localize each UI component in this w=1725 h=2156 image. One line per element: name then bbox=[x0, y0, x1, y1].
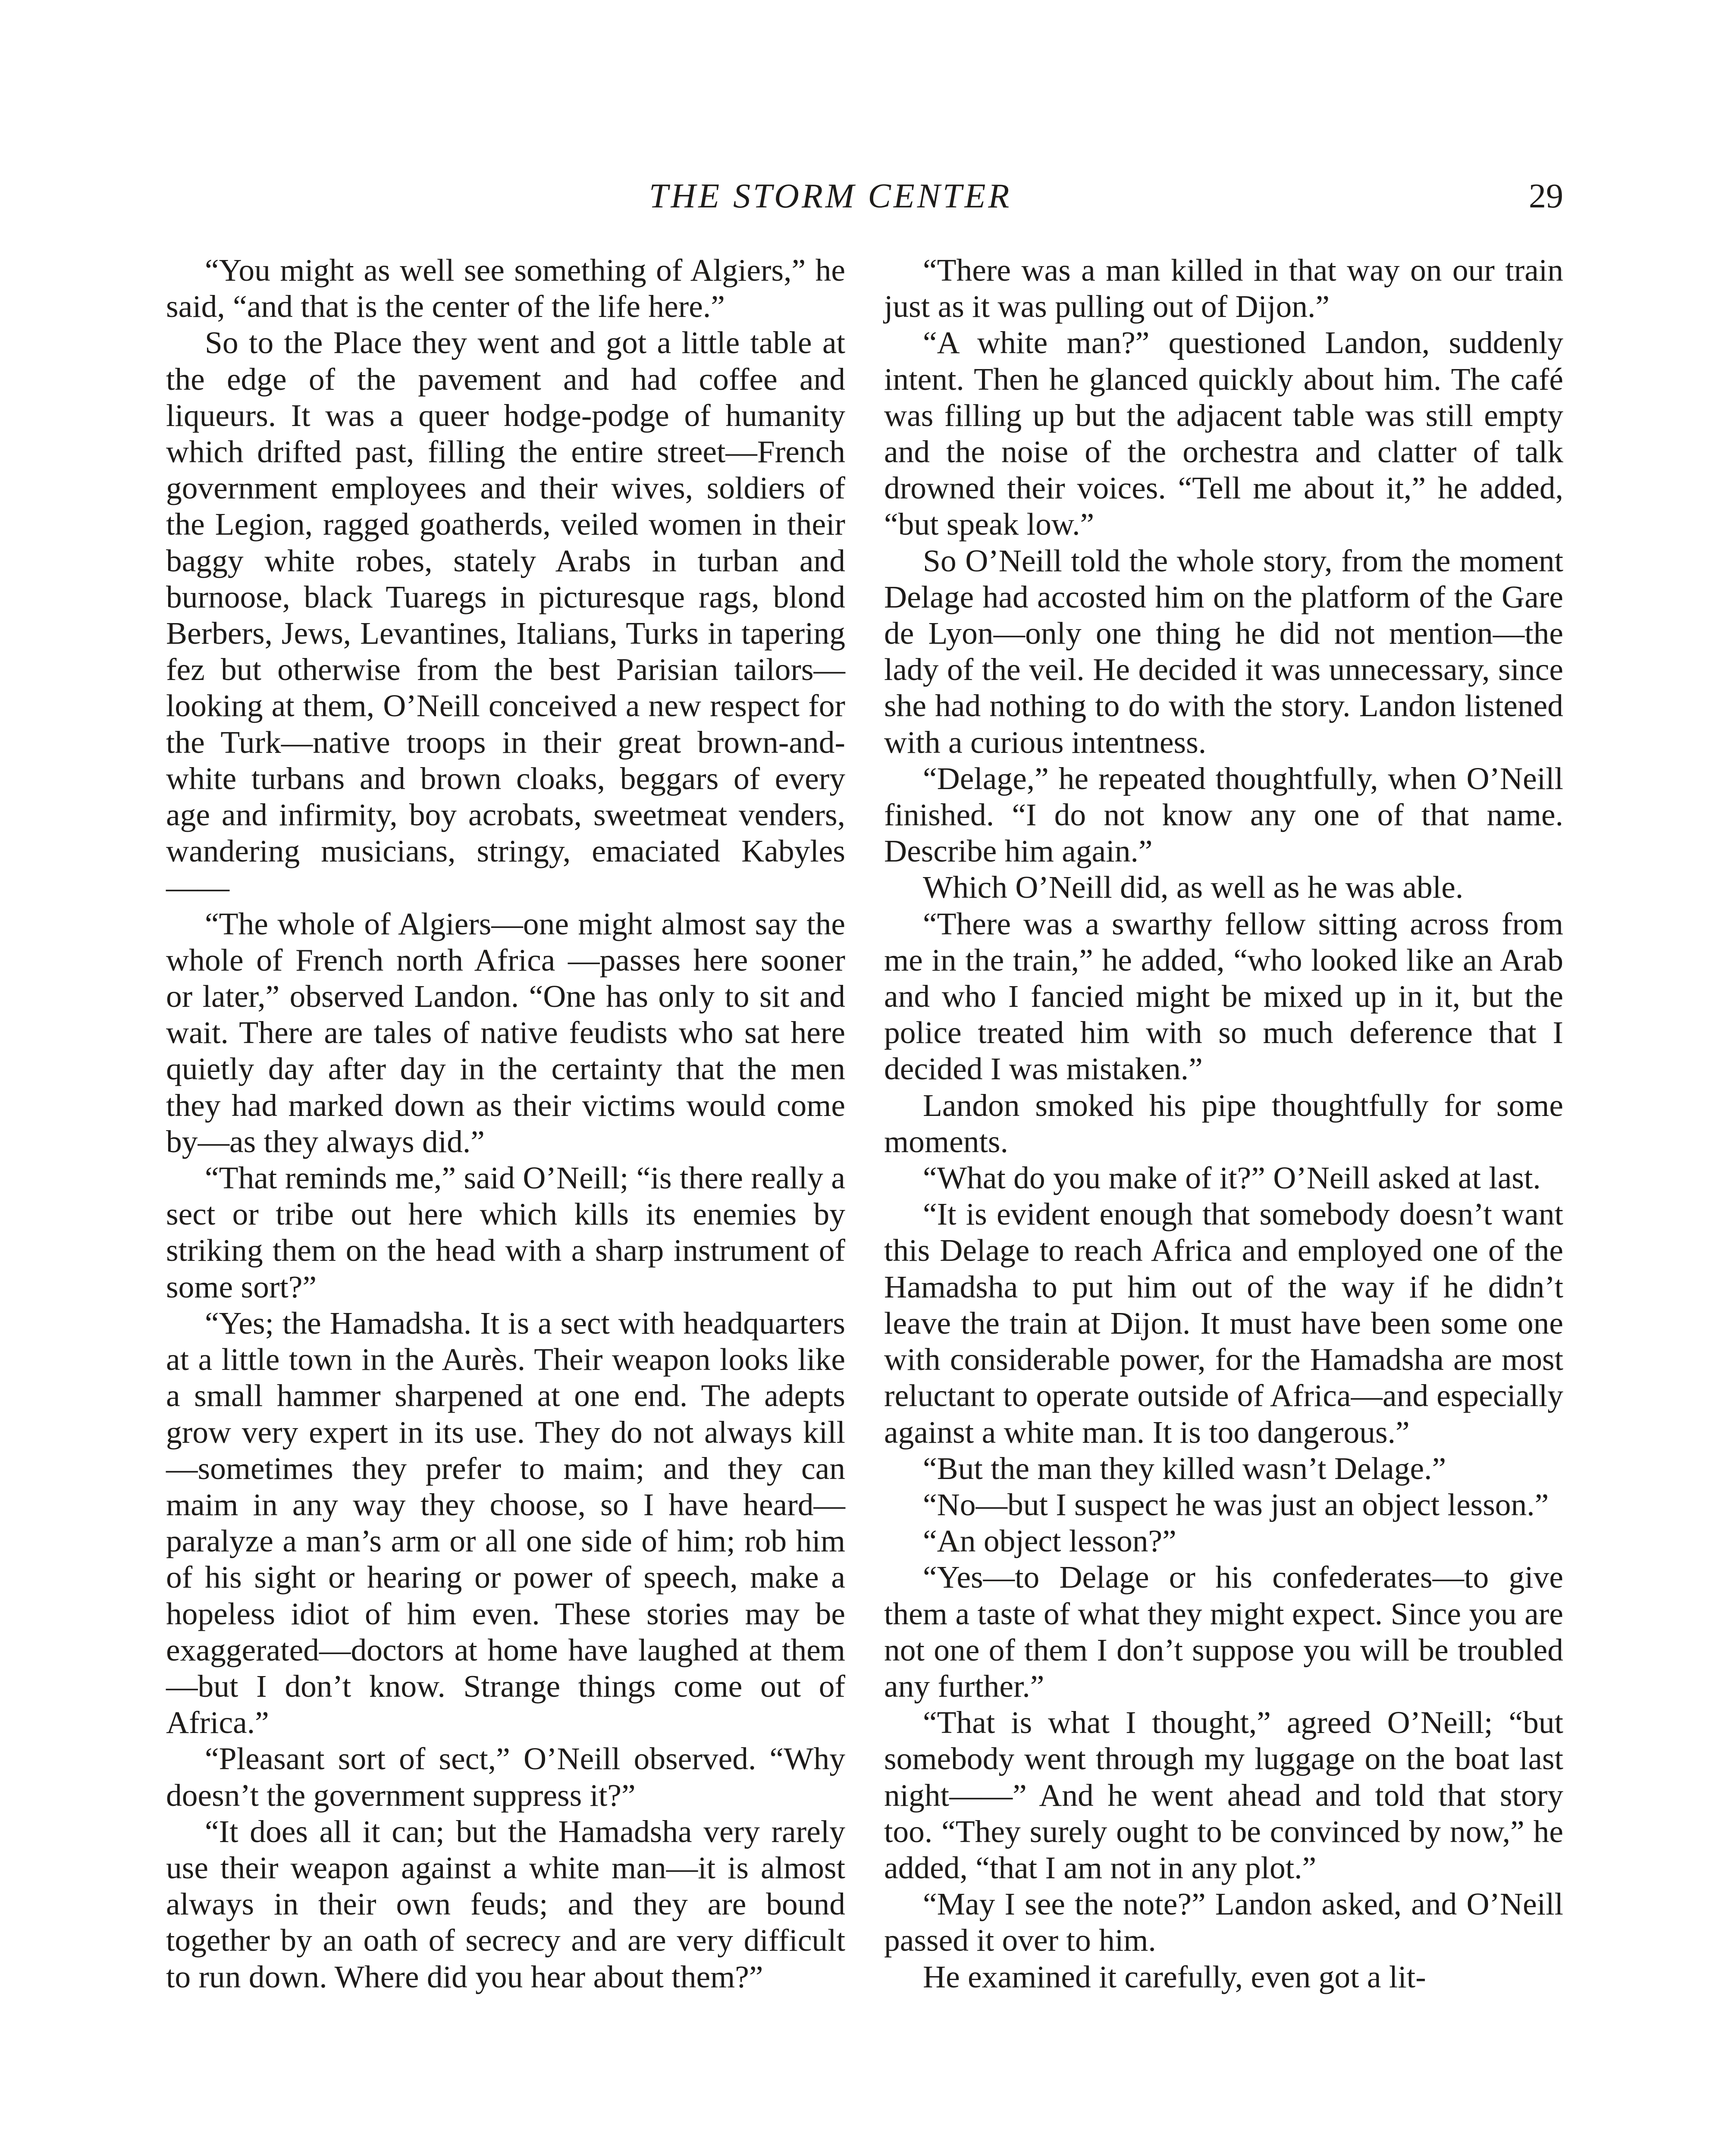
paragraph: Landon smoked his pipe thoughtfully for some moments. bbox=[884, 1087, 1563, 1159]
paragraph: “It does all it can; but the Hamadsha very rarely use their weapon against a white man—it is almost always in their own feuds; and they are bound together by an oath of secrecy and are very difficult to run down. Where did you hear about them?” bbox=[166, 1814, 845, 1994]
paragraph: “That reminds me,” said O’Neill; “is there really a sect or tribe out here which kills its enemies by striking them on the head with a sharp instrument of some sort?” bbox=[166, 1160, 845, 1304]
paragraph: “But the man they killed wasn’t Delage.” bbox=[923, 1451, 1446, 1486]
paragraph: So to the Place they went and got a little table at the edge of the pavement and had coffee and liqueurs. It was a queer hodge-podge of humanity which drifted past, filling the entire street—French government employees and their wives, soldiers of the Legion, ragged goatherds, veiled women in their baggy white robes, stately Arabs in turban and burnoose, black Tuaregs in picturesque rags, blond Berbers, Jews, Levantines, Italians, Turks in tapering fez but otherwise from the best Parisian tailors—looking at them, O’Neill conceived a new respect for the Turk—native troops in their great brown-and-white turbans and brown cloaks, beggars of every age and infirmity, boy acrobats, sweetmeat venders, wandering musicians, stringy, emaciated Kabyles—— bbox=[166, 325, 845, 905]
paragraph: Which O’Neill did, as well as he was able. bbox=[923, 870, 1464, 905]
paragraph: “Yes; the Hamadsha. It is a sect with headquarters at a little town in the Aurès. Their weapon looks like a small hammer sharpened at one end. The adepts grow very expert in its use. They do not always kill—sometimes they prefer to maim; and they can maim in any way they choose, so I have heard—paralyze a man’s arm or all one side of him; rob him of his sight or hearing or power of speech, make a hopeless idiot of him even. These stories may be exaggerated—doctors at home have laughed at them—but I don’t know. Strange things come out of Africa.” bbox=[166, 1305, 845, 1740]
paragraph: So O’Neill told the whole story, from the moment Delage had accosted him on the platform of the Gare de Lyon—only one thing he did not mention—the lady of the veil. He decided it was unnecessary, since she had nothing to do with the story. Landon listened with a curious intentness. bbox=[884, 543, 1563, 760]
page-number: 29 bbox=[1529, 177, 1563, 215]
paragraph: He examined it carefully, even got a lit- bbox=[923, 1959, 1426, 1994]
paragraph: “A white man?” questioned Landon, suddenly intent. Then he glanced quickly about him. The café was filling up but the adjacent table was still empty and the noise of the orchestra and clatter of talk drowned their voices. “Tell me about it,” he added, “but speak low.” bbox=[884, 325, 1563, 542]
paragraph: “That is what I thought,” agreed O’Neill; “but somebody went through my luggage on the boat last night——” And he went ahead and told that story too. “They surely ought to be convinced by now,” he added, “that I am not in any plot.” bbox=[884, 1705, 1563, 1885]
right-column bbox=[884, 252, 1563, 1995]
paragraph: “Pleasant sort of sect,” O’Neill observed. “Why doesn’t the government suppress it?” bbox=[166, 1741, 845, 1813]
paragraph: “There was a man killed in that way on our train just as it was pulling out of Dijon.” bbox=[884, 253, 1563, 324]
running-title bbox=[166, 172, 1563, 220]
paragraph: “May I see the note?” Landon asked, and O’Neill passed it over to him. bbox=[884, 1887, 1563, 1958]
paragraph: “The whole of Algiers—one might almost say the whole of French north Africa —passes here sooner or later,” observed Landon. “One has only to sit and wait. There are tales of native feudists who sat here quietly day after day in the certainty that the men they had marked down as their victims would come by—as they always did.” bbox=[166, 906, 845, 1159]
paragraph: “No—but I suspect he was just an object lesson.” bbox=[923, 1487, 1549, 1522]
paragraph: “What do you make of it?” O’Neill asked at last. bbox=[923, 1160, 1541, 1196]
left-column bbox=[166, 252, 845, 1995]
running-head bbox=[166, 172, 1563, 220]
paragraph: “It is evident enough that somebody doesn’t want this Delage to reach Africa and employed one of the Hamadsha to put him out of the way if he didn’t leave the train at Dijon. It must have been some one with considerable power, for the Hamadsha are most reluctant to operate outside of Africa—and especially against a white man. It is too dangerous.” bbox=[884, 1197, 1563, 1450]
paragraph: “Yes—to Delage or his confederates—to give them a taste of what they might expect. Since you are not one of them I don’t suppose you will be troubled any further.” bbox=[884, 1560, 1563, 1704]
paragraph: “You might as well see something of Algiers,” he said, “and that is the center of the life here.” bbox=[166, 253, 845, 324]
paragraph: “Delage,” he repeated thoughtfully, when O’Neill finished. “I do not know any one of that name. Describe him again.” bbox=[884, 761, 1563, 869]
paragraph: “There was a swarthy fellow sitting across from me in the train,” he added, “who looked like an Arab and who I fancied might be mixed up in it, but the police treated him with so much deference that I decided I was mistaken.” bbox=[884, 906, 1563, 1087]
paragraph: “An object lesson?” bbox=[923, 1523, 1176, 1559]
running-title-text: THE STORM CENTER bbox=[649, 177, 1012, 215]
